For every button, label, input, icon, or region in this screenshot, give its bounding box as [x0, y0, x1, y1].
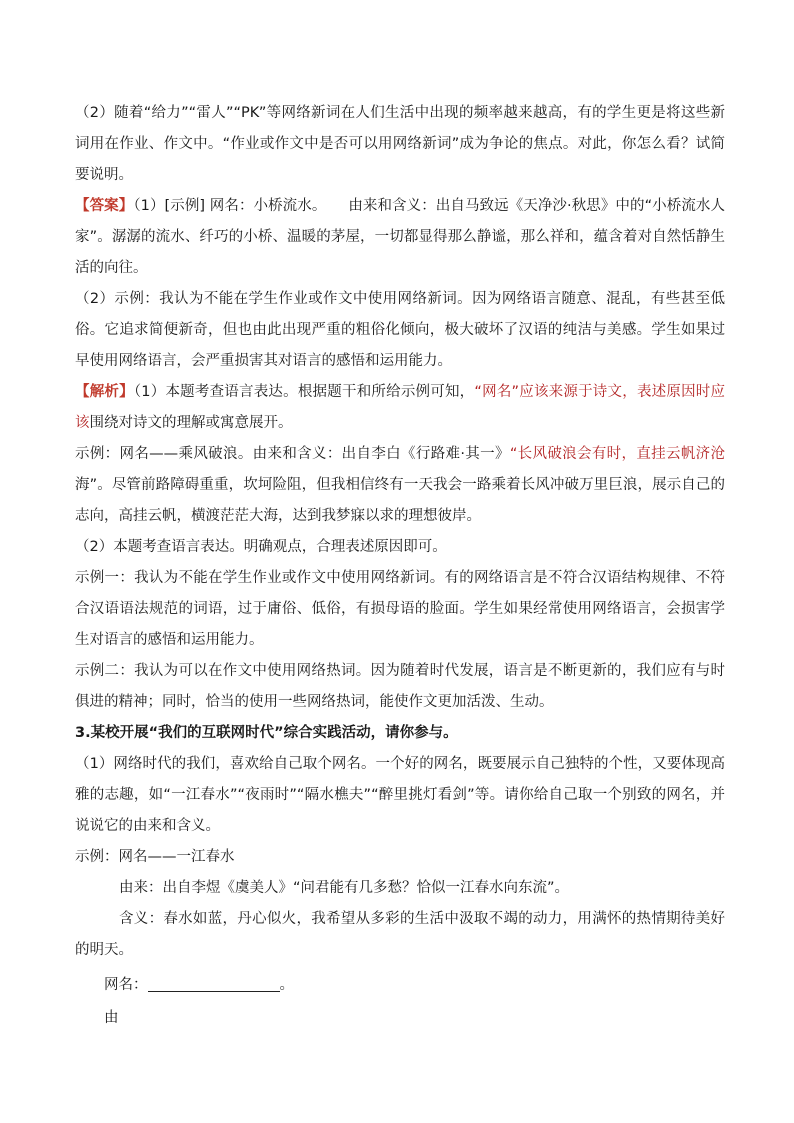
example-a-text: 示例：网名——乘风破浪。由来和含义：出自李白《行路难·其一》	[75, 446, 510, 462]
example-a-tail: 海”。尽管前路障碍重重，坎坷险阻，但我相信终有一天我会一路乘着长风冲破万里巨浪，展示自己的志向，高挂云帆，横渡茫茫大海，达到我梦寐以求的理想彼岸。	[75, 477, 725, 524]
name-end: 。	[279, 977, 294, 993]
example-two: 示例二：我认为可以在作文中使用网络热词。因为随着时代发展，语言是不断更新的，我们应有与时俱进的精神；同时，恰当的使用一些网络热词，能使作文更加活泼、生动。	[75, 663, 725, 710]
analysis-part-1	[75, 377, 725, 439]
question-3-origin: 由来：出自李煜《虞美人》“问君能有几多愁？恰似一江春水向东流”。	[119, 880, 570, 896]
analysis-1-tail: 围绕对诗文的理解或寓意展开。	[89, 415, 293, 431]
name-blank-field[interactable]	[148, 973, 280, 992]
question-2-stem: （2）随着“给力”“雷人”“PK”等网络新词在人们生活中出现的频率越来越高，有的学生更是将这些新词用在作业、作文中。“作业或作文中是否可以用网络新词”成为争论的焦点。对此，你怎么看？试简要说明。	[75, 105, 725, 183]
example-one: 示例一：我认为不能在学生作业或作文中使用网络新词。有的网络语言是不符合汉语结构规律、不符合汉语语法规范的词语，过于庸俗、低俗，有损母语的脸面。学生如果经常使用网络语言，会损害学生对语言的感悟和运用能力。	[75, 570, 725, 648]
question-3-meaning: 含义：春水如蓝，丹心似火，我希望从多彩的生活中汲取不竭的动力，用满怀的热情期待美好的明天。	[75, 911, 725, 958]
analysis-part-2: （2）本题考查语言表达。明确观点，合理表述原因即可。	[75, 539, 447, 555]
answer-1-text: （1）[示例] 网名：小桥流水。 由来和含义：出自马致远《天净沙·秋思》中的“小桥流水人家”。潺潺的流水、纤巧的小桥、温暖的茅屋，一切都显得那么静谧，那么祥和，蕴含着对自然恬静生活的向往。	[75, 198, 725, 276]
answer-part-1	[75, 191, 725, 284]
question-3-part-1: （1）网络时代的我们，喜欢给自己取个网名。一个好的网名，既要展示自己独特的个性，又要体现高雅的志趣，如“一江春水”“夜雨时”“隔水樵夫”“醉里挑灯看剑”等。请你给自己取一个别致的网名，并说说它的由来和含义。	[75, 756, 725, 834]
question-3-title: 3.某校开展“我们的互联网时代”综合实践活动，请你参与。	[75, 725, 458, 741]
question-3-example: 示例：网名——一江春水	[75, 849, 235, 865]
example-chengfengpolang	[75, 439, 725, 532]
analysis-1-text: （1）本题考查语言表达。根据题干和所给示例可知，	[133, 384, 475, 400]
answer-part-2: （2）示例：我认为不能在学生作业或作文中使用网络新词。因为网络语言随意、混乱，有些甚至低俗。它追求简便新奇，但也由此出现严重的粗俗化倾向，极大破坏了汉语的纯洁与美感。学生如果过早使用网络语言，会严重损害其对语言的感悟和运用能力。	[75, 291, 725, 369]
origin-start-line: 由	[104, 1010, 119, 1026]
example-a-quote: “长风破浪会有时，直挂云帆济沧	[509, 446, 726, 462]
analysis-1-highlight: “网名”应该来源于诗文，表述原因时应该	[75, 384, 725, 431]
analysis-label: 【解析】	[75, 384, 134, 400]
answer-label: 【答案】	[75, 198, 134, 214]
answer-name-line	[75, 970, 725, 1001]
name-label: 网名：	[104, 977, 148, 993]
